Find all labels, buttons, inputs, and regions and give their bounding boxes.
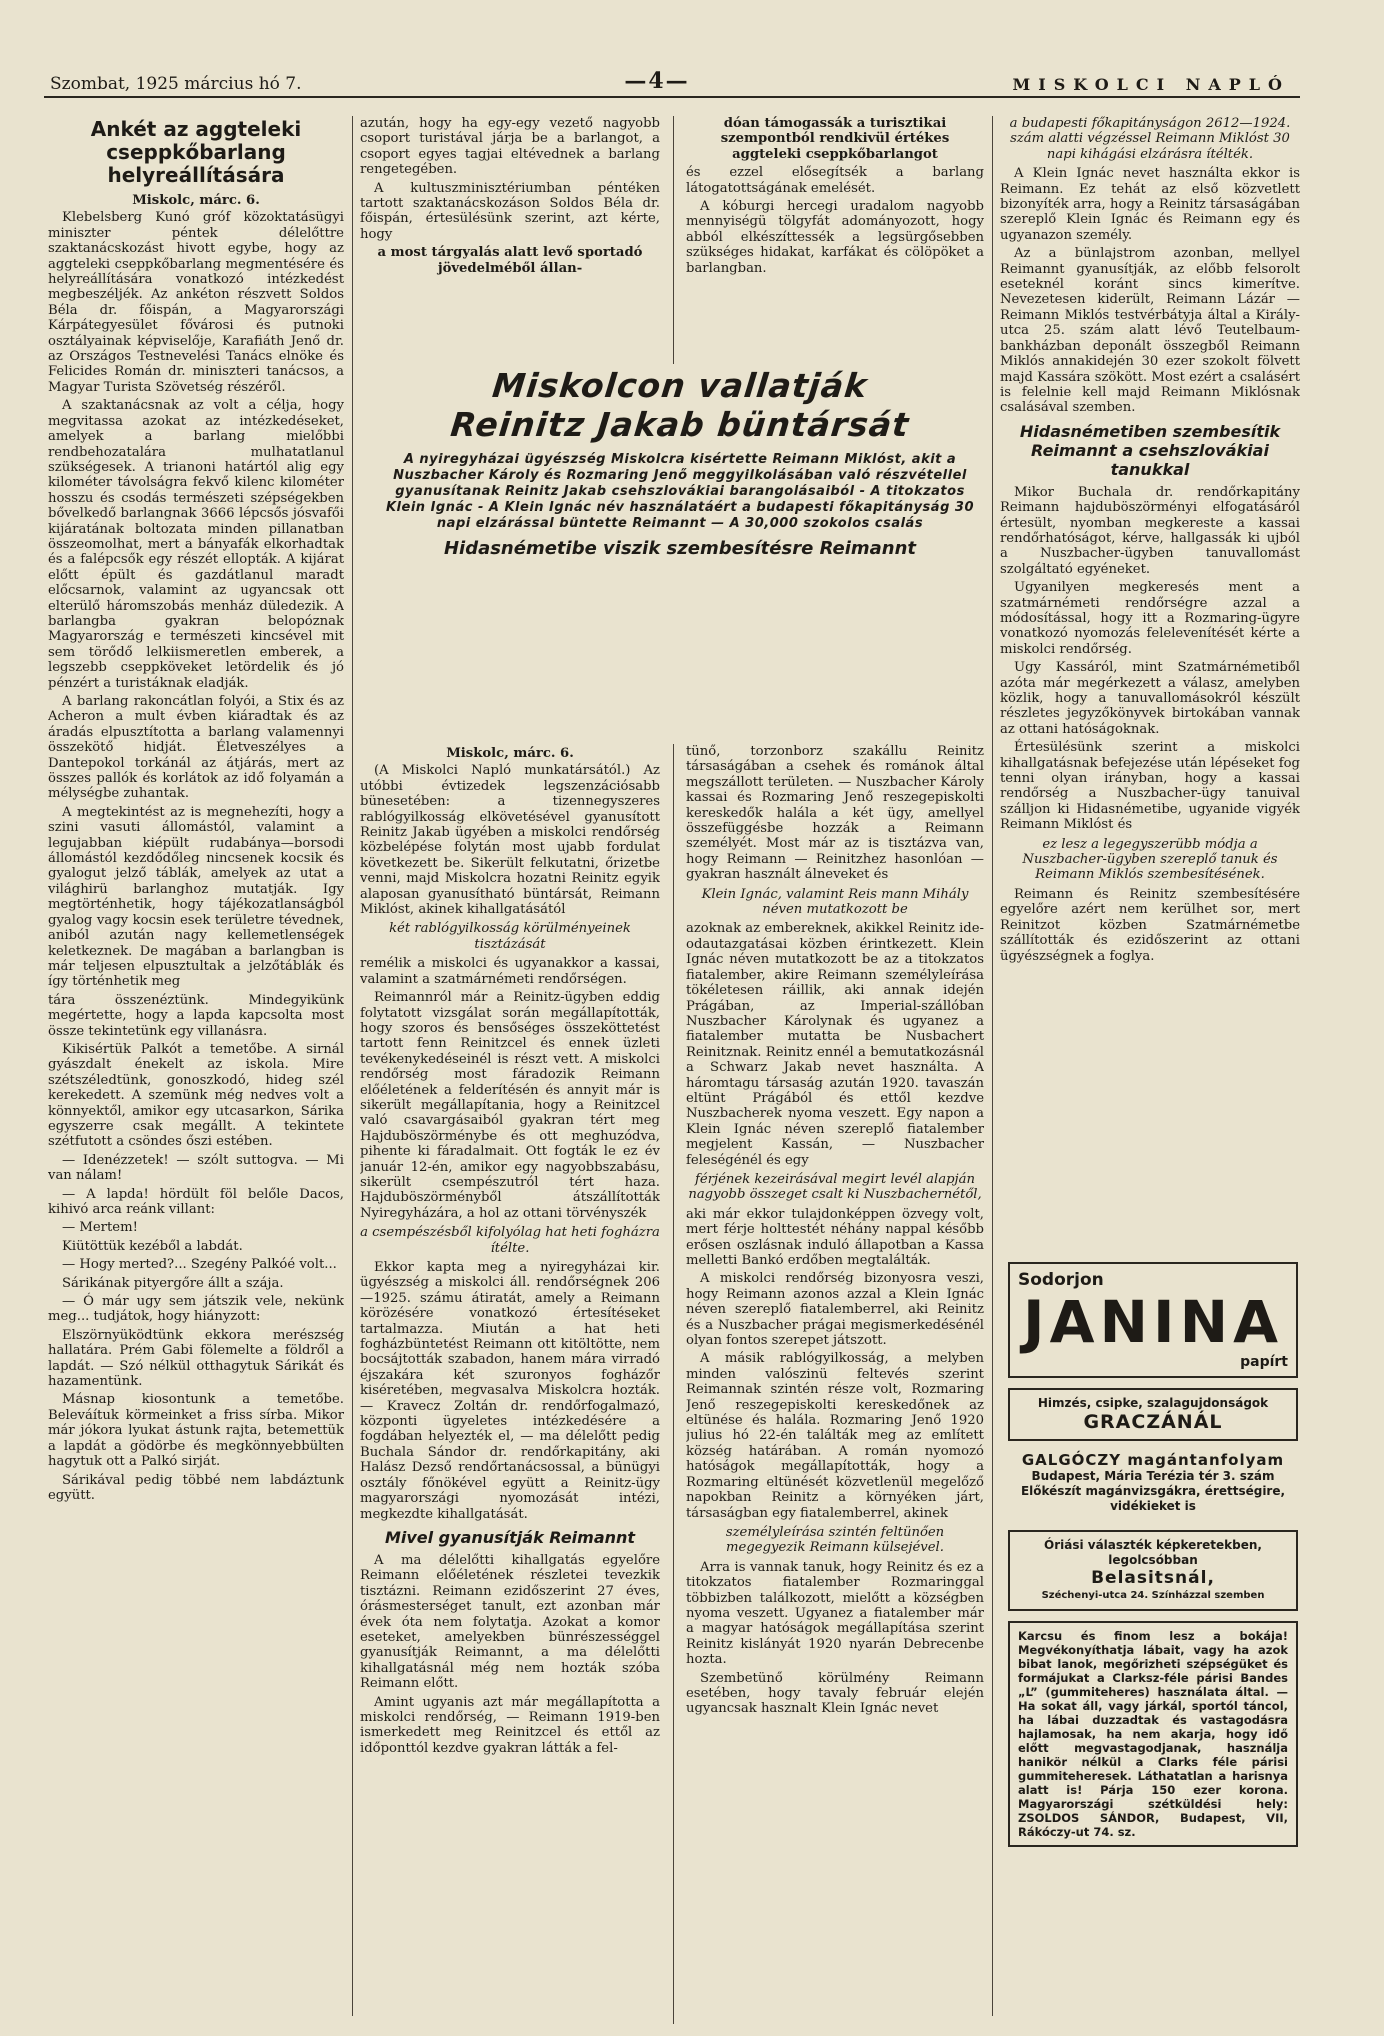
- article-column-4: [1000, 116, 1300, 1256]
- paragraph: A másik rablógyilkosság, a melyben minden valószinü feltevés szerint Reimannak szintén része volt, Rozmaring Jenő reszegepiskolti kereskedőnek az eltünése és halála. Rozmaring Jenő 1920 julius hó 22-én találták meg az említett község határában. A román nyomozó hatóságok megállapították, hogy a Rozmaring eltünését közvetlenül megelőző napokban Reinitz a környéken járt, társaságban egy fiatalemberrel, akinek: [686, 1351, 984, 1521]
- italic-subhead: férjének kezeirásával megirt levél alapján nagyobb összeget csalt ki Nuszbachernétől,: [688, 1171, 982, 1203]
- article-column-1: [48, 116, 344, 2021]
- main-headline-banner: [380, 366, 980, 560]
- headline-deck-2: Hidasnémetibe viszik szembesítésre Reimannt: [443, 538, 917, 559]
- column-divider: [352, 116, 353, 2016]
- paragraph: — Idenézzetek! — szólt suttogva. — Mi van nálam!: [48, 1152, 344, 1184]
- paragraph: Ugyanilyen megkeresés ment a szatmárnémeti rendőrségre azzal a módosítással, hogy itt a Rozmaring-ügyre vonatkozó nyomozás felelevenítését kérte a miskolci rendőrség.: [1000, 580, 1300, 657]
- ad-text: Óriási választék képkeretekben, legolcsóbban: [1044, 1538, 1262, 1567]
- paragraph: Kikisértük Palkót a temetőbe. A sirnál gyászdalt énekelt az iskola. Mire szétszéledtünk, gonoszkodó, hideg szél kerekedett. A szemünk még nedves volt a könnyektől, amikor egy utcasarkon, Sárika egyszerre csak megállt. A tekintete szétfutott a csöndes őszi estében.: [48, 1041, 344, 1150]
- ad-brand: GRACZÁNÁL: [1083, 1411, 1223, 1433]
- ad-text: Sodorjon: [1018, 1270, 1104, 1290]
- paragraph: remélik a miskolci és ugyanakkor a kassai, valamint a szatmárnémeti rendőrségen.: [360, 956, 660, 987]
- paragraph: Elszörnyüködtünk ekkora merészség hallatára. Prém Gabi fölemelte a földről a lapdát. — Szó nélkül otthagytuk Sárikát és hazamentünk.: [48, 1327, 344, 1390]
- headline-line-1: Miskolcon vallatják: [490, 366, 870, 405]
- article-headline: Ankét az aggteleki cseppkőbarlang helyreállítására: [90, 117, 302, 187]
- paragraph: Amint ugyanis azt már megállapította a miskolci rendőrség, — Reimann 1919-ben ismerkedett meg Reinitzcel és ettől az időponttól kezdve gyakran látták a fel-: [360, 1694, 660, 1756]
- article-column-3-bottom: [686, 744, 984, 2024]
- italic-subhead: a budapesti főkapitányságon 2612—1924. szám alatti végzéssel Reimann Miklóst 30 napi kihágási elzárásra ítélték.: [1009, 116, 1291, 162]
- italic-subhead: Klein Ignác, valamint Reis mann Mihály néven mutatkozott be: [701, 886, 969, 918]
- dateline: Miskolc, márc. 6.: [132, 193, 260, 208]
- paragraph: azoknak az embereknek, akikkel Reinitz ide-odautazgatásai közben érintkezett. Klein Ignác néven mutatkozott be az a titokzatos fiatalember, akire Reimann személyleírása tökéletesen ráillik, aki annak idején Prágában, az Imperial-szállóban Nuszbacher Károlynak és ugyanez a fiatalember mutatta be Nusbachert Reinitznak. Reinitz ennél a bemutatkozásnál a Schwarz Jakab nevet használta. A háromtagu társaság azután 1920. tavaszán eltünt Prágából és ettől kezdve Nuszbacherek nyoma veszett. Egy napon a Klein Ignác néven szereplő fiatalember megjelent Kassán, — Nuszbacher feleségénél és egy: [686, 921, 984, 1168]
- headline-deck: A nyiregyházai ügyészség Miskolcra kisértette Reimann Miklóst, akit a Nuszbacher Károly és Rozmaring Jenő meggyilkolásában való részvétellel gyanusítanak Reinitz Jakab csehszlovákiai barangolásaiból - A titokzatos Klein Ignác - A Klein Ignác név használatáért a budapesti főkapitányság 30 napi elzárással büntette Reimannt — A 30,000 szokolos csalás: [385, 452, 974, 531]
- paragraph: dóan támogassák a turisztikai szempontból rendkivül értékes aggteleki cseppkőbarlangot: [720, 116, 950, 162]
- article-column-2-bottom: [360, 744, 660, 2024]
- paragraph: A szaktanácsnak az volt a célja, hogy megvitassa azokat az intézkedéseket, amelyek a barlang mielőbbi rendbehozatalára mulhatatlanul szükségesek. A trianoni határtól alig egy kilométer távolságra fekvő kilenc kilométer hosszu és csodás természeti szépségekben bővelkedő barlangnak 3666 lépcsős jósvafői kijáratának boltozata minden pillanatban összeomolhat, mert a bányafák elkorhadtak és a falépcsők egy részét ellopták. A kijárat előtt épült és gazdátlanul maradt előcsarnok, valamint az ugyancsak ott elterülő háromszobás menház düledezik. A barlangba gyakran belopóznak Magyarország e természeti kincsével mit sem törődő lelkiismeretlen emberek, a legszebb cseppköveket letördelik és jó pénzért a turistáknak eladják.: [48, 398, 344, 691]
- paragraph: tára összenéztünk. Mindegyikünk megértette, hogy a lapda kapcsolta most össze tekintetünk egy villanásra.: [48, 992, 344, 1039]
- paragraph: Az a bünlajstrom azonban, mellyel Reimannt gyanusítják, az előbb felsorolt eseteknél koránt sincs kimerítve. Nevezetesen kiderült, Reimann Lázár — Reimann Miklós testvérbátyja által a Király-utca 25. szám alatt lévő Teutelbaum-bankházban deponált összegből Reimann Miklós annakidején 30 ezer szokolt fölvett majd Kassára szökött. Most ezért a csalásért is felelnie kell majd Reimann Miklósnak csalásával szemben.: [1000, 246, 1300, 416]
- paragraph: tünő, torzonborz szakállu Reinitz társaságában a csehek és románok által megszállott területen. — Nuszbacher Károly kassai és Rozmaring Jenő reszegepiskolti kereskedők halála a két ügy, amellyel összefüggésbe hozzák a Reimann személyét. Most már az is tisztázva van, hogy Reimann — Reinitzhez hasonlóan — gyakran használt álneveket és: [686, 744, 984, 883]
- ad-brand: GALGÓCZY magántanfolyam: [1021, 1451, 1285, 1469]
- galgoczy-ad: [1008, 1451, 1298, 1520]
- gracz-ad: [1008, 1388, 1298, 1441]
- paragraph: és ezzel elősegítsék a barlang látogatottságának emelését.: [686, 165, 984, 196]
- italic-subhead: a csempészésből kifolyólag hat heti fogházra ítélte.: [360, 1225, 660, 1256]
- ad-text: Széchenyi-utca 24. Színházzal szemben: [1041, 1590, 1265, 1601]
- header-rule: [44, 96, 1300, 98]
- paragraph: — A lapda! hördült föl belőle Dacos, kihivó arca reánk villant:: [48, 1186, 344, 1217]
- paragraph: Kiütöttük kezéből a labdát.: [62, 1238, 243, 1254]
- paragraph: — Hogy merted?... Szegény Palkóé volt...: [62, 1257, 337, 1273]
- paragraph: A kóburgi hercegi uradalom nagyobb mennyiségü tölgyfát adományozott, hogy abból elkészíttessék a legsürgősebben szükséges hidakat, karfákat és cölöpöket a barlangban.: [686, 199, 984, 276]
- italic-subhead: két rablógyilkosság körülményeinek tisztázását: [389, 921, 631, 952]
- ad-brand: Belasitsnál,: [1091, 1568, 1215, 1588]
- paragraph: aki már ekkor tulajdonképpen özvegy volt, mert férje holttestét néhány nappal később erősen oszlásnak induló állapotban a Kassa melletti Bankó erdőben megtalálták.: [686, 1206, 984, 1268]
- paragraph: A barlang rakoncátlan folyói, a Stix és az Acheron a mult évben kiáradtak és az áradás elpusztította a barlang valamennyi összekötő hidját. Életveszélyes a Dantepokol torkánál az átjárás, mert az összes pallók és korlátok az idő folyamán a mélységbe zuhantak.: [48, 694, 344, 802]
- belasits-ad: [1008, 1530, 1298, 1611]
- paragraph: Szembetünő körülmény Reimann esetében, hogy tavaly február elején ugyancsak hasznalt Klein Ignác nevet: [686, 1670, 984, 1717]
- janina-ad: [1008, 1262, 1298, 1378]
- section-subheading: Mivel gyanusítják Reimannt: [384, 1527, 636, 1547]
- paragraph: Mikor Buchala dr. rendőrkapitány Reimann hajduböszörményi elfogatásáról értesült, nyomban megkereste a kassai rendőrhatóságot, kérve, hallgassák ki ujból a Nuszbacher-ügyben tanuvallomást szolgáltató egyéneket.: [1000, 484, 1300, 577]
- paragraph: (A Miskolci Napló munkatársától.) Az utóbbi évtizedek legszenzációsabb bünesetében: a tizennegyszeres rablógyilkosság elkövetésével gyanusított Reinitz Jakab ügyében a miskolci rendőrség közbelépése folytán most ujabb fordulat következett be. Sikerült felkutatni, őrizetbe venni, majd Miskolcra hozatni Reinitz egyik alaposan gyanusítható büntársát, Reimann Miklóst, akinek kihallgatásától: [360, 763, 660, 918]
- column-divider: [673, 116, 674, 364]
- ad-text: Karcsu és finom lesz a bokája! Megvékonyíthatja lábait, vagy ha azok bibat lanok, megőrizheti szépségüket és formájukat a Clarksz-féle párisi Bandes „L” (gummiteheres) használata által. — Ha sokat áll, vagy járkál, sportól táncol, ha lábai duzzadtak és vastagodásra hajlamosak, ha nem akarja, hogy idő előtt megvastagodjanak, használja hanikör nélkül a Clarks féle párisi gummiteheresek. Láthatatlan a harisnya alatt is! Párja 150 ezer korona. Magyarországi szétküldési hely: ZSOLDOS SÁNDOR, Budapest, VII, Rákóczy-ut 74. sz.: [1018, 1629, 1288, 1839]
- paper-name: MISKOLCI NAPLÓ: [1012, 75, 1290, 94]
- paragraph: — Ó már ugy sem játszik vele, nekünk meg... tudjátok, hogy hiányzott:: [48, 1294, 344, 1325]
- bold-highlight: a most tárgyalás alatt levő sportadó jövedelméből állan-: [377, 245, 643, 276]
- paragraph: Reimann és Reinitz szembesítésére egyelőre azért nem kerülhet sor, mert Reinitzot közben Szatmárnémetbe szállították és ezidőszerint az ottani ügyészségnek a foglya.: [1000, 886, 1300, 964]
- paragraph: A megtekintést az is megnehezíti, hogy a szini vasuti állomástól, valamint a legujabban kiépült rudabánya—borsodi állomástól kezdődőleg nincsenek kocsik és gyalogut jelző táblák, amelyek az utat a világhirü barlanghoz mutatják. Igy megtörténhetik, hogy tájékozatlanságból gyalog vagy kocsin esek területre tévednek, aniból azután nagy kellemetlenségek keletkeznek. De magában a barlangban is már teljesen elpusztultak a jelzőtáblák és így történhetik meg: [48, 804, 344, 990]
- ad-text: Budapest, Mária Terézia tér 3. szám Előkészít magánvizsgákra, érettségire, vidékieket is: [1020, 1469, 1286, 1513]
- article-column-2-top: [360, 116, 660, 364]
- section-subheading: Hidasnémetiben szembesítik Reimannt a csehszlovákiai tanukkal: [1019, 421, 1281, 479]
- page-header: [50, 70, 1290, 94]
- paragraph: azután, hogy ha egy-egy vezető nagyobb csoport turistával járja be a barlangot, a csoport egyes tagjai eltévednek a barlang rengetegében.: [360, 116, 660, 178]
- ad-brand: JANINA: [1022, 1288, 1284, 1356]
- italic-subhead: személyleírása szintén feltünően megegyezik Reimann külsejével.: [725, 1524, 945, 1556]
- paragraph: A kultuszminisztériumban péntéken tartott szaktanácskozáson Soldos Béla dr. főispán, értesülésünk szerint, azt kérte, hogy: [360, 180, 660, 242]
- column-divider: [992, 116, 993, 2016]
- paragraph: A ma délelőtti kihallgatás egyelőre Reimann előéletének részletei tevezkik tisztázni. Reimann ezidőszerint 27 éves, órásmesterséget tanult, ezt azonban már évek óta nem folytatja. Azokat a komor eseteket, amelyekben bünrészességgel gyanusítják Reimannt, a ma délelőtti kihallgatásnál még nem hozták szóba Reimann előtt.: [360, 1552, 660, 1692]
- advertisements: [1008, 1262, 1298, 1857]
- paragraph: Sárikának pityergőre állt a szája.: [62, 1275, 284, 1291]
- ad-text: Himzés, csipke, szalagujdonságok: [1037, 1396, 1269, 1410]
- column-divider: [673, 744, 674, 2024]
- issue-date: Szombat, 1925 március hó 7.: [50, 74, 302, 94]
- paragraph: A miskolci rendőrség bizonyosra veszi, hogy Reimann azonos azzal a Klein Ignác néven szereplő fiatalemberrel, aki Reinitz és a Nuszbacher prágai megismerkedésénél olyan fontos szerepet játszott.: [686, 1271, 984, 1349]
- paragraph: Reimannról már a Reinitz-ügyben eddig folytatott vizsgálat során megállapították, hogy szoros és bensőséges összeköttetést tartott fenn Reinitzcel és ennek üzleti tevékenykedéseinél is részt vett. A miskolci rendőrség most fáradozik Reimann előéletének a felderítésén és annyit már is sikerült megállapítania, hogy a Reinitzcel való csavargásaiból gyakran tért meg Hajduböszörménybe és ott meghuzódva, pihente ki fáradalmait. Ott fogták le ez év január 12-én, amikor egy nagyobbszabásu, sikerült csempészutról tért haza. Hajduböszörményből átszállították Nyiregyházára, a hol az ottani törvényszék: [360, 990, 660, 1221]
- paragraph: Másnap kiosontunk a temetőbe. Beleváítuk körmeinket a friss sírba. Mikor már jókora lyukat ástunk rajta, betemettük a lapdát a gödörbe és megkönnyebbülten hagytuk ott a Palkó sirját.: [48, 1392, 344, 1470]
- paragraph: — Mertem!: [62, 1220, 138, 1236]
- paragraph: Sárikával pedig többé nem labdáztunk együtt.: [48, 1472, 344, 1503]
- dateline: Miskolc, márc. 6.: [446, 746, 574, 761]
- paragraph: Ugy Kassáról, mint Szatmárnémetiből azóta már megérkezett a válasz, amelyben közlik, hogy a tanuvallomásokról készült részletes jegyzőkönyvek birtokában vannak az ottani hatóságoknak.: [1000, 660, 1300, 737]
- paragraph: A Klein Ignác nevet használta ekkor is Reimann. Ez tehát az első közvetlett bizonyíték arra, hogy a Reinitz társaságában szereplő Klein Ignác és Reimann egy és ugyanazon személy.: [1000, 166, 1300, 243]
- article-column-3-top: [686, 116, 984, 364]
- italic-subhead: ez lesz a legegyszerübb módja a Nuszbacher-ügyben szereplő tanuk és Reimann Miklós szembesítésének.: [1022, 836, 1278, 883]
- paragraph: Arra is vannak tanuk, hogy Reinitz és ez a titokzatos fiatalember Rozmaringgal többizben találkozott, mielőtt a községben nyoma veszett. Ugyanez a fiatalember már a magyar hatóságok megállapítása szerint Reinitz kislányát 1920 nyarán Debrecenbe hozta.: [686, 1559, 984, 1668]
- clarks-ad: [1008, 1621, 1298, 1847]
- page-number: —4—: [624, 68, 690, 94]
- ad-text: papírt: [1240, 1354, 1288, 1370]
- paragraph: Klebelsberg Kunó gróf közoktatásügyi miniszter péntek délelőttre szaktanácskozást hivott egybe, hogy az aggteleki cseppkőbarlang megmentésére és helyreállítására vonatkozó intézkedést megbeszéljék. Az ankéton részvett Soldos Béla dr. főispán, a Magyarországi Kárpátegyesület fővárosi és putnoki osztályainak képviselője, Karafiáth Jenő dr. az Országos Testnevelési Tanács elnöke és Felicides Román dr. miniszteri tanácsos, a Magyar Turista Szövetség részéről.: [48, 210, 344, 395]
- headline-line-2: Reinitz Jakab büntársát: [448, 405, 912, 444]
- paragraph: Ekkor kapta meg a nyiregyházai kir. ügyészség a miskolci áll. rendőrségnek 206—1925. számu átiratát, amely a Reimann körözésére vonatkozó értesítéseket tartalmazza. Miután a hat heti fogházbüntetést Reimann ott kitöltötte, nem bocsájtották szabadon, hanem mára virradó éjszakára két szuronyos fogházőr kiséretében, megvasalva Miskolcra hozták. — Kravecz Zoltán dr. rendőrfogalmazó, központi ügyeletes intézkedésére a fogdában helyezték el, — ma délelőtt pedig Buchala Sándor dr. rendőrkapitány, aki Halász Dezső rendőrtanácsossal, a bünügyi osztály főnökével együtt a Reinitz-ügy magyarországi nyomozását intézi, megkezdte kihallgatását.: [360, 1260, 660, 1522]
- paragraph: Értesülésünk szerint a miskolci kihallgatásnak befejezése után lépéseket fog tenni olyan irányban, hogy a kassai rendőrség a Nuszbacher-ügy tanuival szálljon ki Hidasnémetibe, ugyanide vigyék Reimann Miklóst és: [1000, 740, 1300, 833]
